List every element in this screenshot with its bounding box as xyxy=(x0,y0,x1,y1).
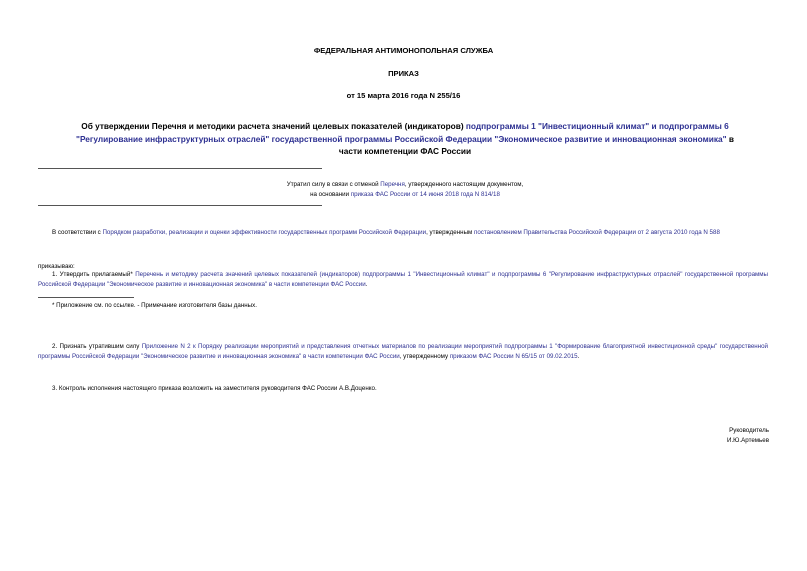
document-type: ПРИКАЗ xyxy=(388,69,419,78)
document-title xyxy=(30,120,780,158)
item-2 xyxy=(38,342,768,361)
agency-name: ФЕДЕРАЛЬНАЯ АНТИМОНОПОЛЬНАЯ СЛУЖБА xyxy=(313,46,494,55)
title-line-3: части компетенции ФАС России xyxy=(338,146,472,156)
item-2-text: 2. Признать утратившим силу xyxy=(52,343,142,350)
title-link-program[interactable]: "Регулирование инфраструктурных отраслей" государственной программы Российской Федерации "Экономическое развитие и инновационная экономика" xyxy=(76,133,727,144)
divider-top xyxy=(38,168,322,169)
footnote: * Приложение см. по ссылке. - Примечание изготовителя базы данных. xyxy=(52,302,257,309)
signature-name: И.Ю.Артемьев xyxy=(727,436,769,444)
item-2-link-order[interactable]: приказом ФАС России N 65/15 от 09.02.2015 xyxy=(449,352,578,360)
order-word: приказываю: xyxy=(38,263,75,270)
title-text: Об утверждении Перечня и методики расчета значений целевых показателей (индикаторов) xyxy=(81,121,466,131)
item-2-link-appendix[interactable]: Приложение N 2 к Порядку реализации мероприятий и представления отчетных материалов по реализации мероприятий подпрограммы 1 "Формирование благоприятной инвестиционной среды" государственной программы Российской Федерации "Экономическое развитие и инновационная экономика" в части компетенции ФАС России xyxy=(38,343,768,360)
item-1-link-list[interactable]: Перечень и методику расчета значений целевых показателей (индикаторов) подпрограммы 1 "Инвестиционный климат" и подпрограммы 6 "Регулирование инфраструктурных отраслей" государственной программы Российской Федерации "Экономическое развитие и инновационная экономика" в части компетенции ФАС России xyxy=(38,271,768,288)
signature-role: Руководитель xyxy=(729,427,769,434)
status-note xyxy=(250,180,560,199)
status-link-order[interactable]: приказа ФАС России от 14 июня 2018 года N 814/18 xyxy=(350,190,500,198)
item-2-end: . xyxy=(577,352,580,360)
item-3: 3. Контроль исполнения настоящего приказа возложить на заместителя руководителя ФАС России А.В.Доценко. xyxy=(52,385,377,392)
title-line-2 xyxy=(30,133,780,146)
title-link-subprograms[interactable]: подпрограммы 1 "Инвестиционный климат" и подпрограммы 6 xyxy=(465,121,729,131)
preamble-link-procedure[interactable]: Порядком разработки, реализации и оценки эффективности государственных программ Российской Федерации xyxy=(102,229,427,236)
title-text-suffix: в xyxy=(726,133,734,144)
document-date-number: от 15 марта 2016 года N 255/16 xyxy=(346,91,461,100)
preamble-text: В соответствии с xyxy=(52,229,103,236)
divider-bottom xyxy=(38,205,322,206)
preamble-text-mid: , утвержденным xyxy=(426,229,474,236)
status-note-line-1 xyxy=(250,180,560,190)
signature-block xyxy=(727,426,769,445)
status-link-list[interactable]: Перечня xyxy=(380,181,405,188)
status-text: Утратил силу в связи с отменой xyxy=(286,181,381,188)
status-note-line-2 xyxy=(250,190,560,200)
preamble-link-resolution[interactable]: постановлением Правительства Российской Федерации от 2 августа 2010 года N 588 xyxy=(474,229,720,236)
preamble xyxy=(38,228,768,238)
item-1 xyxy=(38,270,768,289)
item-1-text: 1. Утвердить прилагаемый* xyxy=(52,271,136,278)
title-line-1 xyxy=(30,120,780,133)
item-1-end: . xyxy=(365,280,368,288)
item-2-text-mid: , утвержденному xyxy=(399,352,450,360)
status-text-end: , утвержденного настоящим документом, xyxy=(404,181,524,188)
footnote-divider xyxy=(38,297,134,298)
status-text-basis: на основании xyxy=(310,190,351,198)
